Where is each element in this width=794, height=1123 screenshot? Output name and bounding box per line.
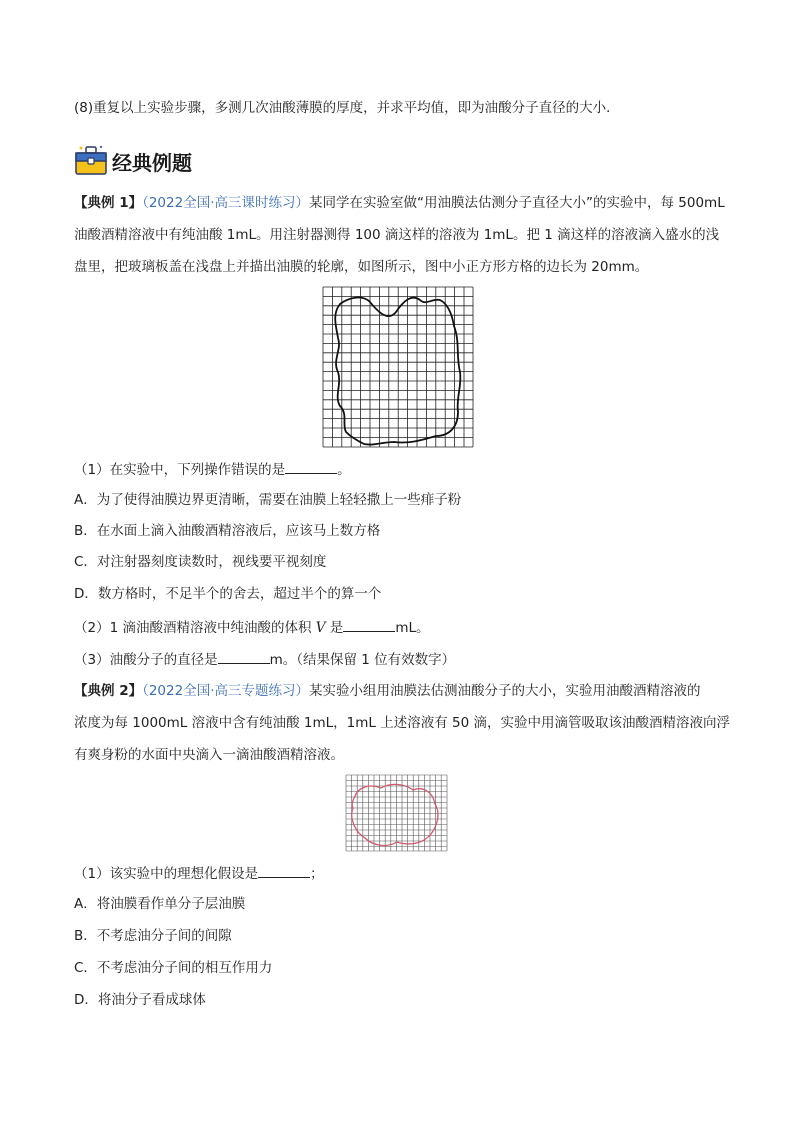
- example1-line1: [74, 193, 725, 213]
- example2-q1-end: ；: [310, 866, 324, 882]
- answer-blank[interactable]: [285, 459, 337, 474]
- example1-option-a: A．为了使得油膜边界更清晰，需要在油膜上轻轻撒上一些痱子粉: [74, 492, 462, 508]
- answer-blank[interactable]: [343, 617, 395, 632]
- answer-blank[interactable]: [218, 649, 270, 664]
- example1-option-d: D．数方格时，不足半个的舍去，超过半个的算一个: [74, 586, 382, 602]
- example2-source: （2022全国·高三专题练习）: [142, 683, 309, 699]
- example2-line2: 浓度为每 1000mL 溶液中含有纯油酸 1mL，1mL 上述溶液有 50 滴，实验中用滴管吸取该油酸酒精溶液向浮: [74, 715, 730, 731]
- example1-option-c: C．对注射器刻度读数时，视线要平视刻度: [74, 554, 327, 570]
- answer-blank[interactable]: [258, 863, 310, 878]
- grid-lines-2: [346, 775, 447, 851]
- example1-text1: 某同学在实验室做“用油膜法估测分子直径大小”的实验中，每 500mL: [309, 195, 725, 211]
- figure-oil-film-grid-1: [322, 286, 474, 448]
- example1-line2: 油酸酒精溶液中有纯油酸 1mL。用注射器测得 100 滴这样的溶液为 1mL。把 1 滴这样的溶液滴入盛水的浅: [74, 227, 720, 243]
- example1-source: （2022全国·高三课时练习）: [142, 195, 309, 211]
- example2-q1: [74, 863, 324, 884]
- example1-line3: 盘里，把玻璃板盖在浅盘上并描出油膜的轮廓，如图所示，图中小正方形方格的边长为 20mm。: [74, 259, 649, 275]
- example2-text1: 某实验小组用油膜法估测油酸分子的大小，实验用油酸酒精溶液的: [309, 683, 701, 699]
- example2-line3: 有爽身粉的水面中央滴入一滴油酸酒精溶液。: [74, 747, 344, 763]
- briefcase-icon: [74, 144, 108, 176]
- section-title: 经典例题: [112, 151, 192, 175]
- example1-q2: [74, 617, 429, 638]
- example2-tag: 【典例 2】: [74, 683, 143, 699]
- example2-line1: [74, 681, 701, 701]
- section-heading: [74, 144, 192, 176]
- example1-q1-end: 。: [337, 462, 351, 478]
- figure-oil-film-grid-2: [345, 774, 448, 852]
- example1-q1-stem: （1）在实验中，下列操作错误的是: [74, 462, 286, 478]
- example1-q2-mid: 是: [325, 620, 344, 636]
- example1-q3-unit: m。（结果保留 1 位有效数字）: [269, 652, 456, 668]
- example2-option-b: B．不考虑油分子间的间隙: [74, 928, 232, 944]
- step-8-text: (8)重复以上实验步骤，多测几次油酸薄膜的厚度，并求平均值，即为油酸分子直径的大小．: [74, 100, 620, 116]
- example2-option-a: A．将油膜看作单分子层油膜: [74, 896, 246, 912]
- example1-q2-stem: （2）1 滴油酸酒精溶液中纯油酸的体积: [74, 620, 316, 636]
- example2-option-d: D．将油分子看成球体: [74, 992, 206, 1008]
- example1-q3-stem: （3）油酸分子的直径是: [74, 652, 218, 668]
- oil-film-outline-2: [352, 784, 438, 845]
- example2-q1-stem: （1）该实验中的理想化假设是: [74, 866, 259, 882]
- example2-option-c: C．不考虑油分子间的相互作用力: [74, 960, 273, 976]
- example1-q2-unit: mL。: [395, 620, 430, 636]
- example1-option-b: B．在水面上滴入油酸酒精溶液后，应该马上数方格: [74, 523, 381, 539]
- example1-q2-var: V: [315, 620, 326, 636]
- example1-tag: 【典例 1】: [74, 195, 143, 211]
- example1-q3: [74, 649, 455, 670]
- example1-q1: [74, 459, 351, 480]
